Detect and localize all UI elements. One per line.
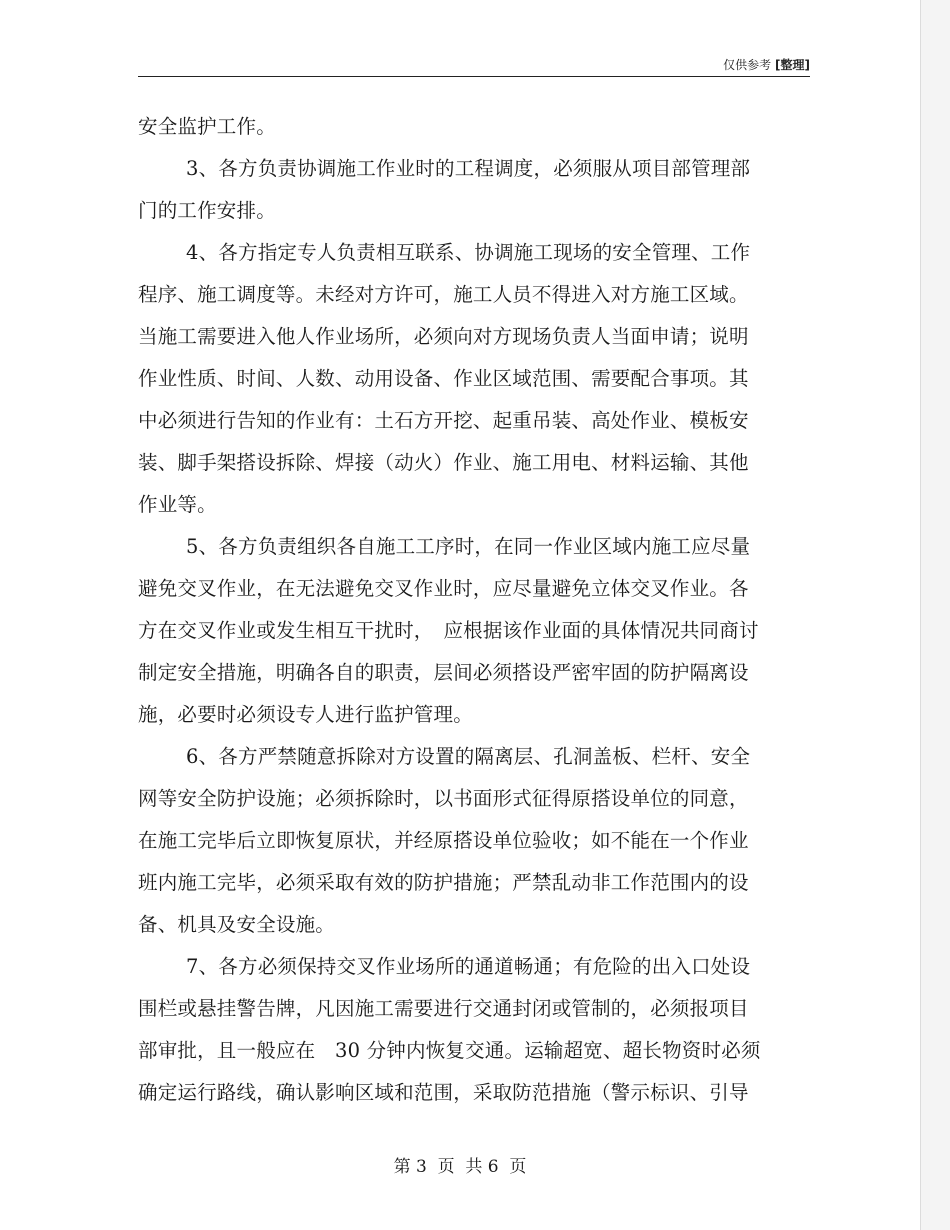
page-footer: 第 3 页 共 6 页	[393, 1157, 527, 1177]
text-line: 网等安全防护设施；必须拆除时，以书面形式征得原搭设单位的同意，	[138, 787, 749, 810]
text-line: 在施工完毕后立即恢复原状，并经原搭设单位验收；如不能在一个作业	[138, 829, 749, 852]
text-line: 安全监护工作。	[138, 115, 276, 138]
text-line: 部审批，且一般应在 30 分钟内恢复交通。运输超宽、超长物资时必须	[138, 1039, 761, 1062]
page-header	[138, 54, 810, 77]
header-note	[723, 56, 810, 73]
text-line: 作业等。	[138, 493, 217, 516]
text-line: 班内施工完毕，必须采取有效的防护措施；严禁乱动非工作范围内的设	[138, 871, 749, 894]
text-line: 当施工需要进入他人作业场所，必须向对方现场负责人当面申请；说明	[138, 325, 749, 348]
body-text	[138, 106, 786, 1114]
header-bracket: [整理]	[775, 58, 810, 72]
text-line: 施，必要时必须设专人进行监护管理。	[138, 703, 473, 726]
text-line: 3、各方负责协调施工作业时的工程调度，必须服从项目部管理部	[186, 157, 751, 180]
viewer-gutter	[921, 0, 950, 1230]
text-line: 4、各方指定专人负责相互联系、协调施工现场的安全管理、工作	[186, 241, 751, 264]
text-line: 避免交叉作业，在无法避免交叉作业时，应尽量避免立体交叉作业。各	[138, 577, 749, 600]
text-line: 制定安全措施，明确各自的职责，层间必须搭设严密牢固的防护隔离设	[138, 661, 749, 684]
text-line: 中必须进行告知的作业有：土石方开挖、起重吊装、高处作业、模板安	[138, 409, 749, 432]
text-line: 7、各方必须保持交叉作业场所的通道畅通；有危险的出入口处设	[186, 955, 751, 978]
text-line: 确定运行路线，确认影响区域和范围，采取防范措施（警示标识、引导	[138, 1081, 749, 1104]
text-line: 程序、施工调度等。未经对方许可，施工人员不得进入对方施工区域。	[138, 283, 749, 306]
text-line: 门的工作安排。	[138, 199, 276, 222]
text-line: 方在交叉作业或发生相互干扰时， 应根据该作业面的具体情况共同商讨	[138, 619, 759, 642]
text-line: 5、各方负责组织各自施工工序时，在同一作业区域内施工应尽量	[186, 535, 751, 558]
text-line: 6、各方严禁随意拆除对方设置的隔离层、孔洞盖板、栏杆、安全	[186, 745, 751, 768]
text-line: 围栏或悬挂警告牌，凡因施工需要进行交通封闭或管制的，必须报项目	[138, 997, 749, 1020]
text-line: 装、脚手架搭设拆除、焊接（动火）作业、施工用电、材料运输、其他	[138, 451, 749, 474]
text-line: 作业性质、时间、人数、动用设备、作业区域范围、需要配合事项。其	[138, 367, 749, 390]
text-line: 备、机具及安全设施。	[138, 913, 336, 936]
header-label: 仅供参考	[723, 58, 772, 72]
